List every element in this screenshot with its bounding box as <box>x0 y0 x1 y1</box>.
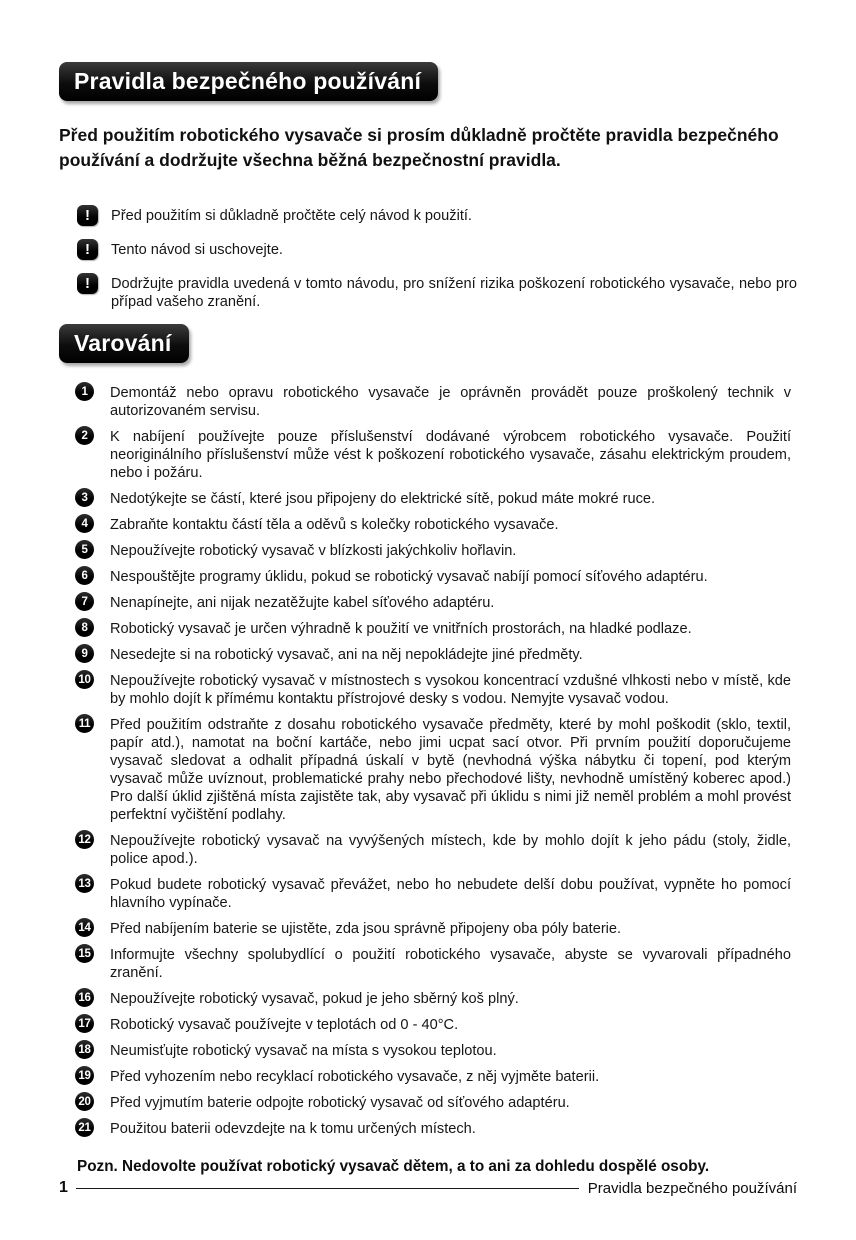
warning-item <box>75 427 797 482</box>
warning-list <box>59 383 797 1138</box>
warning-number-badge: 14 <box>75 918 94 937</box>
notice-text: Tento návod si uschovejte. <box>111 242 283 258</box>
page-number: 1 <box>59 1179 68 1196</box>
warning-number-badge: 21 <box>75 1118 94 1137</box>
warning-text: Robotický vysavač je určen výhradně k použití ve vnitřních prostorách, na hladké podlaze. <box>110 621 692 637</box>
warning-section-badge: Varování <box>59 324 189 363</box>
warning-number-badge: 20 <box>75 1092 94 1111</box>
warning-item <box>75 619 797 638</box>
warning-text: K nabíjení používejte pouze příslušenství dodávané výrobcem robotického vysavače. Použití neoriginálního příslušenství může vést k poškození robotického vysavače, zásahu elektrickým proudem, nebo i požáru. <box>110 429 791 481</box>
warning-item <box>75 1015 797 1034</box>
notice-text: Před použitím si důkladně pročtěte celý návod k použití. <box>111 208 472 224</box>
warning-item <box>75 1093 797 1112</box>
warning-text: Nepoužívejte robotický vysavač v blízkosti jakýchkoliv hořlavin. <box>110 543 517 559</box>
warning-item <box>75 989 797 1008</box>
warning-text: Před použitím odstraňte z dosahu robotického vysavače předměty, které by mohl poškodit (sklo, textil, papír atd.), namotat na boční kartáče, nebo jimi ucpat sací otvor. Při prvním použití doporučujeme vysavač sledovat a odhalit případná úskalí v bytě (nevhodná výška nábytku či topení, pod kterým vysavač může uvíznout, problematické prahy nebo přechodové lišty, nevhodně umístěný koberec apod.) Pro další úklid zjištěná místa zajistěte tak, aby vysavač při úklidu s nimi již neměl problém a mohl provést perfektní vyčištění podlahy. <box>110 717 791 823</box>
warning-number-badge: 4 <box>75 514 94 533</box>
exclamation-icon: ! <box>77 205 98 226</box>
warning-text: Robotický vysavač používejte v teplotách od 0 - 40°C. <box>110 1017 459 1033</box>
warning-number-badge: 19 <box>75 1066 94 1085</box>
note-paragraph: Pozn. Nedovolte používat robotický vysavač dětem, a to ani za dohledu dospělé osoby. <box>77 1158 710 1175</box>
warning-text: Použitou baterii odevzdejte na k tomu určených místech. <box>110 1121 476 1137</box>
warning-item <box>75 489 797 508</box>
notice-text: Dodržujte pravidla uvedená v tomto návodu, pro snížení rizika poškození robotického vysavače, nebo pro případ vašeho zranění. <box>111 276 797 310</box>
warning-text: Informujte všechny spolubydlící o použití robotického vysavače, abyste se vyvarovali případného zranění. <box>110 947 791 981</box>
warning-text: Před vyhozením nebo recyklací robotického vysavače, z něj vyjměte baterii. <box>110 1069 600 1085</box>
warning-item <box>75 567 797 586</box>
warning-text: Nepoužívejte robotický vysavač v místnostech s vysokou koncentrací vzdušné vlhkosti nebo v místě, kde by mohlo dojít k přímému kontaktu přístrojové desky s vodou. Nemyjte vysavač vodou. <box>110 673 791 707</box>
exclamation-icon: ! <box>77 239 98 260</box>
warning-number-badge: 17 <box>75 1014 94 1033</box>
warning-item <box>75 715 797 824</box>
page-footer <box>59 1179 797 1197</box>
warning-number-badge: 16 <box>75 988 94 1007</box>
warning-item <box>75 919 797 938</box>
notice-item <box>77 273 797 311</box>
warning-item <box>75 515 797 534</box>
warning-number-badge: 10 <box>75 670 94 689</box>
warning-text: Nepoužívejte robotický vysavač, pokud je jeho sběrný koš plný. <box>110 991 519 1007</box>
footer-title: Pravidla bezpečného používání <box>587 1179 797 1197</box>
warning-item <box>75 383 797 420</box>
warning-text: Před vyjmutím baterie odpojte robotický vysavač od síťového adaptéru. <box>110 1095 570 1111</box>
warning-text: Nedotýkejte se částí, které jsou připojeny do elektrické sítě, pokud máte mokré ruce. <box>110 491 656 507</box>
warning-text: Nespouštějte programy úklidu, pokud se robotický vysavač nabíjí pomocí síťového adaptéru. <box>110 569 708 585</box>
warning-item <box>75 1067 797 1086</box>
warning-number-badge: 6 <box>75 566 94 585</box>
notice-item <box>77 205 797 226</box>
warning-number-badge: 5 <box>75 540 94 559</box>
warning-text: Nenapínejte, ani nijak nezatěžujte kabel síťového adaptéru. <box>110 595 495 611</box>
warning-number-badge: 1 <box>75 382 94 401</box>
warning-item <box>75 593 797 612</box>
warning-text: Demontáž nebo opravu robotického vysavače je oprávněn provádět pouze proškolený technik v autorizovaném servisu. <box>110 385 791 419</box>
warning-number-badge: 15 <box>75 944 94 963</box>
warning-number-badge: 18 <box>75 1040 94 1059</box>
warning-text: Nepoužívejte robotický vysavač na vyvýšených místech, kde by mohlo dojít k jeho pádu (stoly, židle, police apod.). <box>110 833 791 867</box>
warning-item <box>75 831 797 868</box>
warning-text: Nesedejte si na robotický vysavač, ani na něj nepokládejte jiné předměty. <box>110 647 583 663</box>
notice-list <box>59 205 797 311</box>
warning-item <box>75 671 797 708</box>
warning-number-badge: 12 <box>75 830 94 849</box>
intro-paragraph: Před použitím robotického vysavače si prosím důkladně pročtěte pravidla bezpečného používání a dodržujte všechna běžná bezpečnostní pravidla. <box>59 125 779 170</box>
warning-number-badge: 13 <box>75 874 94 893</box>
warning-number-badge: 8 <box>75 618 94 637</box>
warning-text: Neumisťujte robotický vysavač na místa s vysokou teplotou. <box>110 1043 497 1059</box>
warning-text: Zabraňte kontaktu částí těla a oděvů s kolečky robotického vysavače. <box>110 517 559 533</box>
warning-item <box>75 645 797 664</box>
notice-item <box>77 239 797 260</box>
warning-text: Pokud budete robotický vysavač převážet, nebo ho nebudete delší dobu používat, vypněte ho pomocí hlavního vypínače. <box>110 877 791 911</box>
page-title-badge: Pravidla bezpečného používání <box>59 62 438 101</box>
warning-item <box>75 945 797 982</box>
footer-rule-line <box>76 1188 579 1189</box>
warning-number-badge: 9 <box>75 644 94 663</box>
warning-number-badge: 2 <box>75 426 94 445</box>
warning-item <box>75 541 797 560</box>
warning-item <box>75 1119 797 1138</box>
warning-number-badge: 7 <box>75 592 94 611</box>
exclamation-icon: ! <box>77 273 98 294</box>
warning-item <box>75 1041 797 1060</box>
warning-number-badge: 3 <box>75 488 94 507</box>
warning-item <box>75 875 797 912</box>
warning-badge-wrap <box>59 324 797 363</box>
title-badge-wrap <box>59 62 797 101</box>
warning-number-badge: 11 <box>75 714 94 733</box>
warning-text: Před nabíjením baterie se ujistěte, zda jsou správně připojeny oba póly baterie. <box>110 921 622 937</box>
